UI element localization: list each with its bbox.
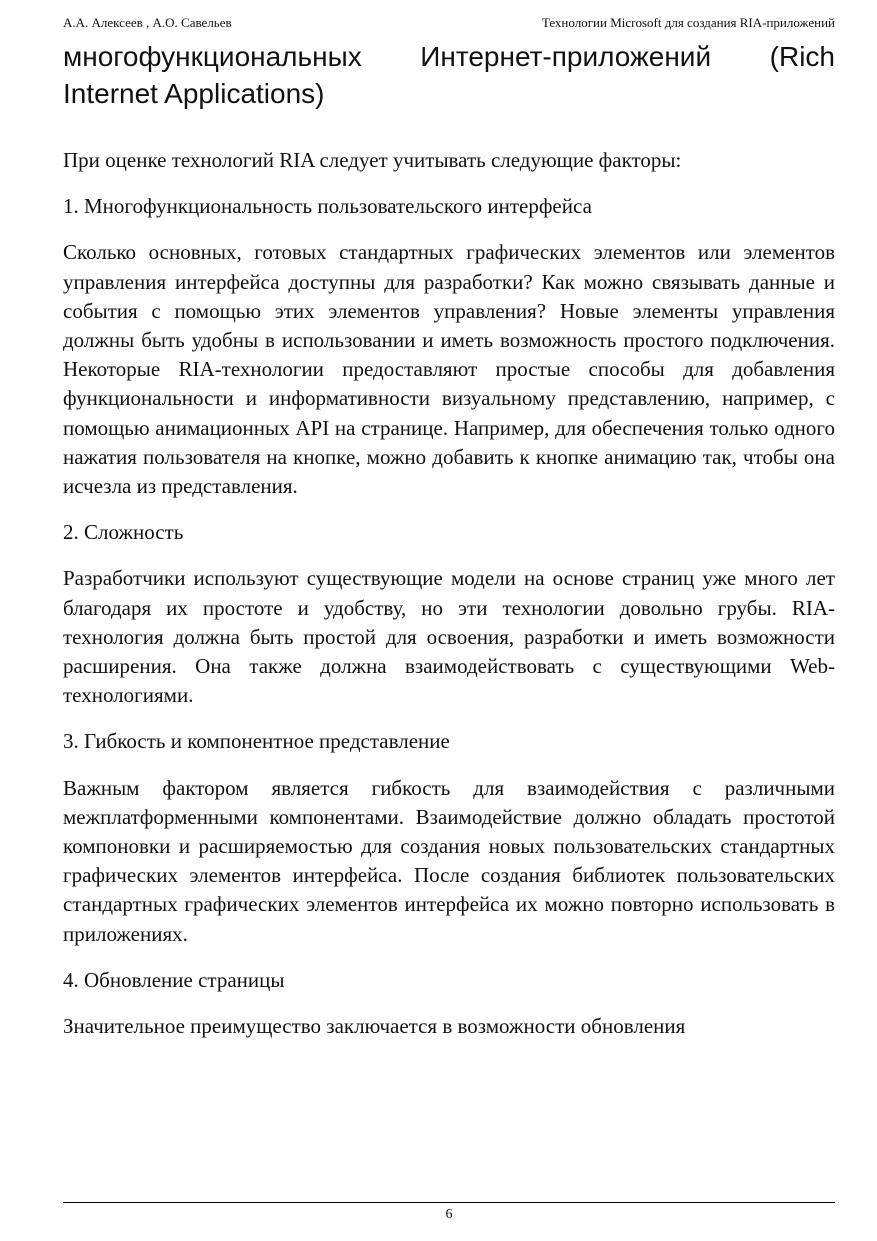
page-body <box>63 146 835 1058</box>
body-paragraph: Разработчики используют существующие модели на основе страниц уже много лет благодаря их простоте и удобству, но эти технологии довольно грубы. RIA-технология должна быть простой для освоения, разработки и иметь возможности расширения. Она также должна взаимодействовать с существующими Web-технологиями. <box>63 566 835 708</box>
factor-heading-page-refresh: 4. Обновление страницы <box>63 967 285 992</box>
body-paragraph: Значительное преимущество заключается в возможности обновления <box>63 1014 686 1039</box>
header-authors: А.А. Алексеев , А.О. Савельев <box>63 15 232 30</box>
footer-divider <box>63 1202 835 1203</box>
factor-heading-complexity: 2. Сложность <box>63 520 184 545</box>
intro-paragraph: При оценке технологий RIA следует учитывать следующие факторы: <box>63 148 682 172</box>
body-paragraph: Сколько основных, готовых стандартных графических элементов или элементов управления интерфейса доступны для разработки? Как можно связывать данные и события с помощью этих элементов управления? Новые элементы управления должны быть удобны в использовании и иметь возможность простого подключения. Некоторые RIA-технологии предоставляют простые способы для добавления функциональности и информативности визуальному представлению, например, с помощью анимационных API на странице. Например, для обеспечения только одного нажатия пользователя на кнопке, можно добавить к кнопке анимацию так, чтобы она исчезла из представления. <box>63 240 835 499</box>
running-header <box>63 14 835 32</box>
factor-heading-flexibility: 3. Гибкость и компонентное представление <box>63 729 450 754</box>
page-number: 6 <box>445 1207 453 1222</box>
factor-heading-ui-richness: 1. Многофункциональность пользовательского интерфейса <box>63 194 592 219</box>
section-heading: многофункциональных Интернет-приложений (Rich Internet Applications) <box>63 41 835 109</box>
body-paragraph: Важным фактором является гибкость для взаимодействия с различными межплатформенными компонентами. Взаимодействие должно обладать простотой компоновки и расширяемостью для создания новых пользовательских стандартных графических элементов интерфейса. После создания библиотек пользовательских стандартных графических элементов интерфейса их можно повторно использовать в приложениях. <box>63 775 835 946</box>
header-book-title: Технологии Microsoft для создания RIA-приложений <box>541 15 835 30</box>
